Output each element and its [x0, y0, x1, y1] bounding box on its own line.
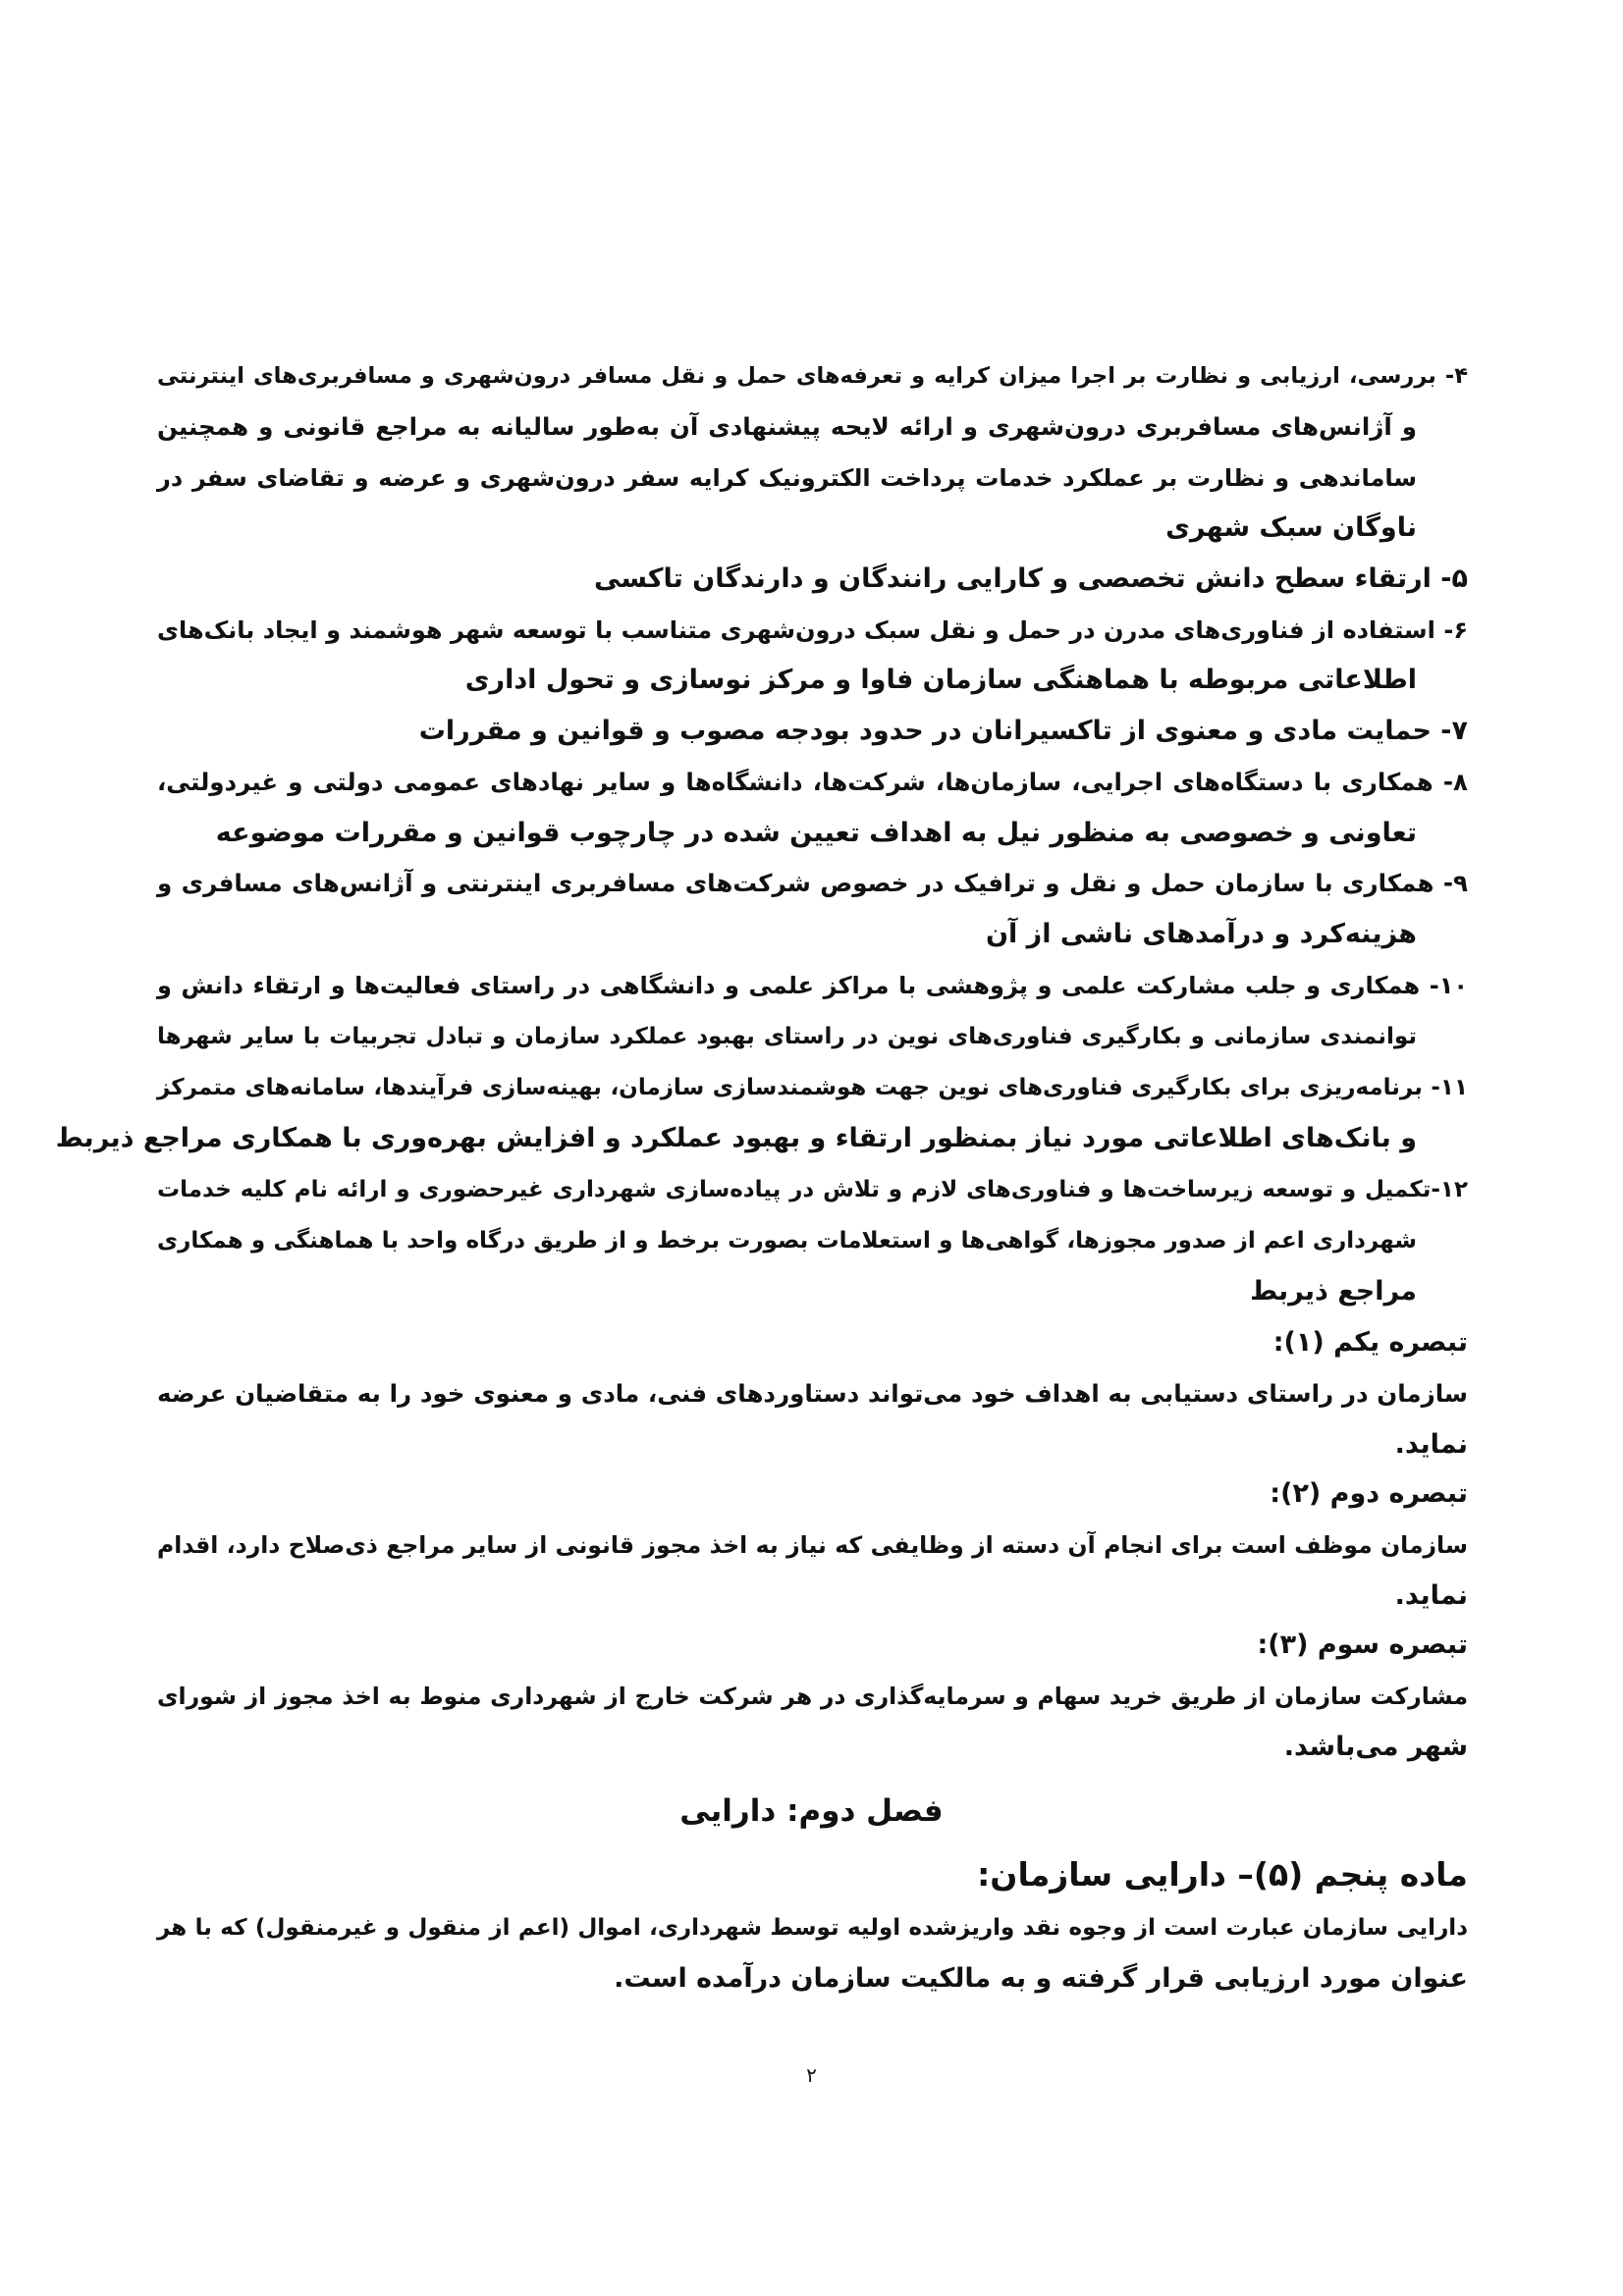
item-4-line-1: ۴- بررسی، ارزیابی و نظارت بر اجرا میزان کرایه و تعرفه‌های حمل و نقل مسافر درون‌شهری و مسافربری‌های اینترنتی [157, 363, 1468, 389]
note-3-heading: تبصره سوم (۳): [1257, 1629, 1468, 1660]
article-5-line-2: عنوان مورد ارزیابی قرار گرفته و به مالکیت سازمان درآمده است. [614, 1963, 1468, 1994]
item-4-line-3: ساماندهی و نظارت بر عملکرد خدمات پرداخت الکترونیک کرایه سفر درون‌شهری و عرضه و تقاضای سفر در [157, 464, 1417, 492]
item-8-line-1: ۸- همکاری با دستگاه‌های اجرایی، سازمان‌ها، شرکت‌ها، دانشگاه‌ها و سایر نهادهای عمومی دولتی و غیردولتی، [157, 768, 1468, 796]
note-2-heading: تبصره دوم (۲): [1270, 1478, 1468, 1509]
article-5-title: ماده پنجم (۵)– دارایی سازمان: [977, 1855, 1468, 1894]
item-9-line-1: ۹- همکاری با سازمان حمل و نقل و ترافیک در خصوص شرکت‌های مسافربری اینترنتی و آژانس‌های مسافری و [157, 869, 1468, 897]
item-10-line-1: ۱۰- همکاری و جلب مشارکت علمی و پژوهشی با مراکز علمی و دانشگاهی در راستای فعالیت‌ها و ارتقاء دانش و [157, 972, 1468, 999]
note-1-line-2: نماید. [1394, 1429, 1468, 1460]
note-1-heading: تبصره یکم (۱): [1272, 1327, 1468, 1358]
item-11-line-1: ۱۱- برنامه‌ریزی برای بکارگیری فناوری‌های نوین جهت هوشمندسازی سازمان، بهینه‌سازی فرآیندها، سامانه‌های متمرکز [157, 1075, 1468, 1100]
item-9-line-2: هزینه‌کرد و درآمدهای ناشی از آن [985, 919, 1417, 949]
note-2-line-2: نماید. [1394, 1580, 1468, 1611]
note-3-line-1: مشارکت سازمان از طریق خرید سهام و سرمایه‌گذاری در هر شرکت خارج از شهرداری منوط به اخذ مجوز از شورای [157, 1682, 1468, 1710]
item-12-line-2: شهرداری اعم از صدور مجوزها، گواهی‌ها و استعلامات بصورت برخط و از طریق درگاه واحد با هماهنگی و همکاری [157, 1228, 1417, 1254]
note-2-line-1: سازمان موظف است برای انجام آن دسته از وظایفی که نیاز به اخذ مجوز قانونی از سایر مراجع ذی‌صلاح دارد، اقدام [157, 1531, 1468, 1559]
page-number: ۲ [806, 2063, 817, 2087]
note-3-line-2: شهر می‌باشد. [1283, 1732, 1468, 1762]
item-8-line-2: تعاونی و خصوصی به منظور نیل به اهداف تعیین شده در چارچوب قوانین و مقررات موضوعه [215, 818, 1417, 848]
item-6-line-1: ۶- استفاده از فناوری‌های مدرن در حمل و نقل سبک درون‌شهری متناسب با توسعه شهر هوشمند و ایجاد بانک‌های [157, 616, 1468, 644]
article-5-line-1: دارایی سازمان عبارت است از وجوه نقد واریزشده اولیه توسط شهرداری، اموال (اعم از منقول و غیرمنقول) که با هر [157, 1915, 1468, 1941]
chapter-title: فصل دوم: دارایی [679, 1793, 944, 1829]
item-12-line-1: ۱۲-تکمیل و توسعه زیرساخت‌ها و فناوری‌های لازم و تلاش در پیاده‌سازی شهرداری غیرحضوری و ارائه نام کلیه خدمات [157, 1177, 1468, 1202]
item-4-line-4: ناوگان سبک شهری [1165, 512, 1417, 543]
item-11-line-2: و بانک‌های اطلاعاتی مورد نیاز بمنظور ارتقاء و بهبود عملکرد و افزایش بهره‌وری با همکاری مراجع ذیربط [55, 1123, 1417, 1153]
item-5: ۵- ارتقاء سطح دانش تخصصی و کارایی رانندگان و دارندگان تاکسی [594, 563, 1468, 594]
item-4-line-2: و آژانس‌های مسافربری درون‌شهری و ارائه لایحه پیشنهادی آن به‌طور سالیانه به مراجع قانونی و همچنین [157, 412, 1417, 441]
item-6-line-2: اطلاعاتی مربوطه با هماهنگی سازمان فاوا و مرکز نوسازی و تحول اداری [464, 665, 1417, 695]
note-1-line-1: سازمان در راستای دستیابی به اهداف خود می‌تواند دستاوردهای فنی، مادی و معنوی خود را به متقاضیان عرضه [157, 1379, 1468, 1408]
item-12-line-3: مراجع ذیربط [1250, 1276, 1417, 1307]
item-7: ۷- حمایت مادی و معنوی از تاکسیرانان در حدود بودجه مصوب و قوانین و مقررات [418, 716, 1468, 746]
item-10-line-2: توانمندی سازمانی و بکارگیری فناوری‌های نوین در راستای بهبود عملکرد سازمان و تبادل تجربیات با سایر شهرها [157, 1024, 1417, 1049]
